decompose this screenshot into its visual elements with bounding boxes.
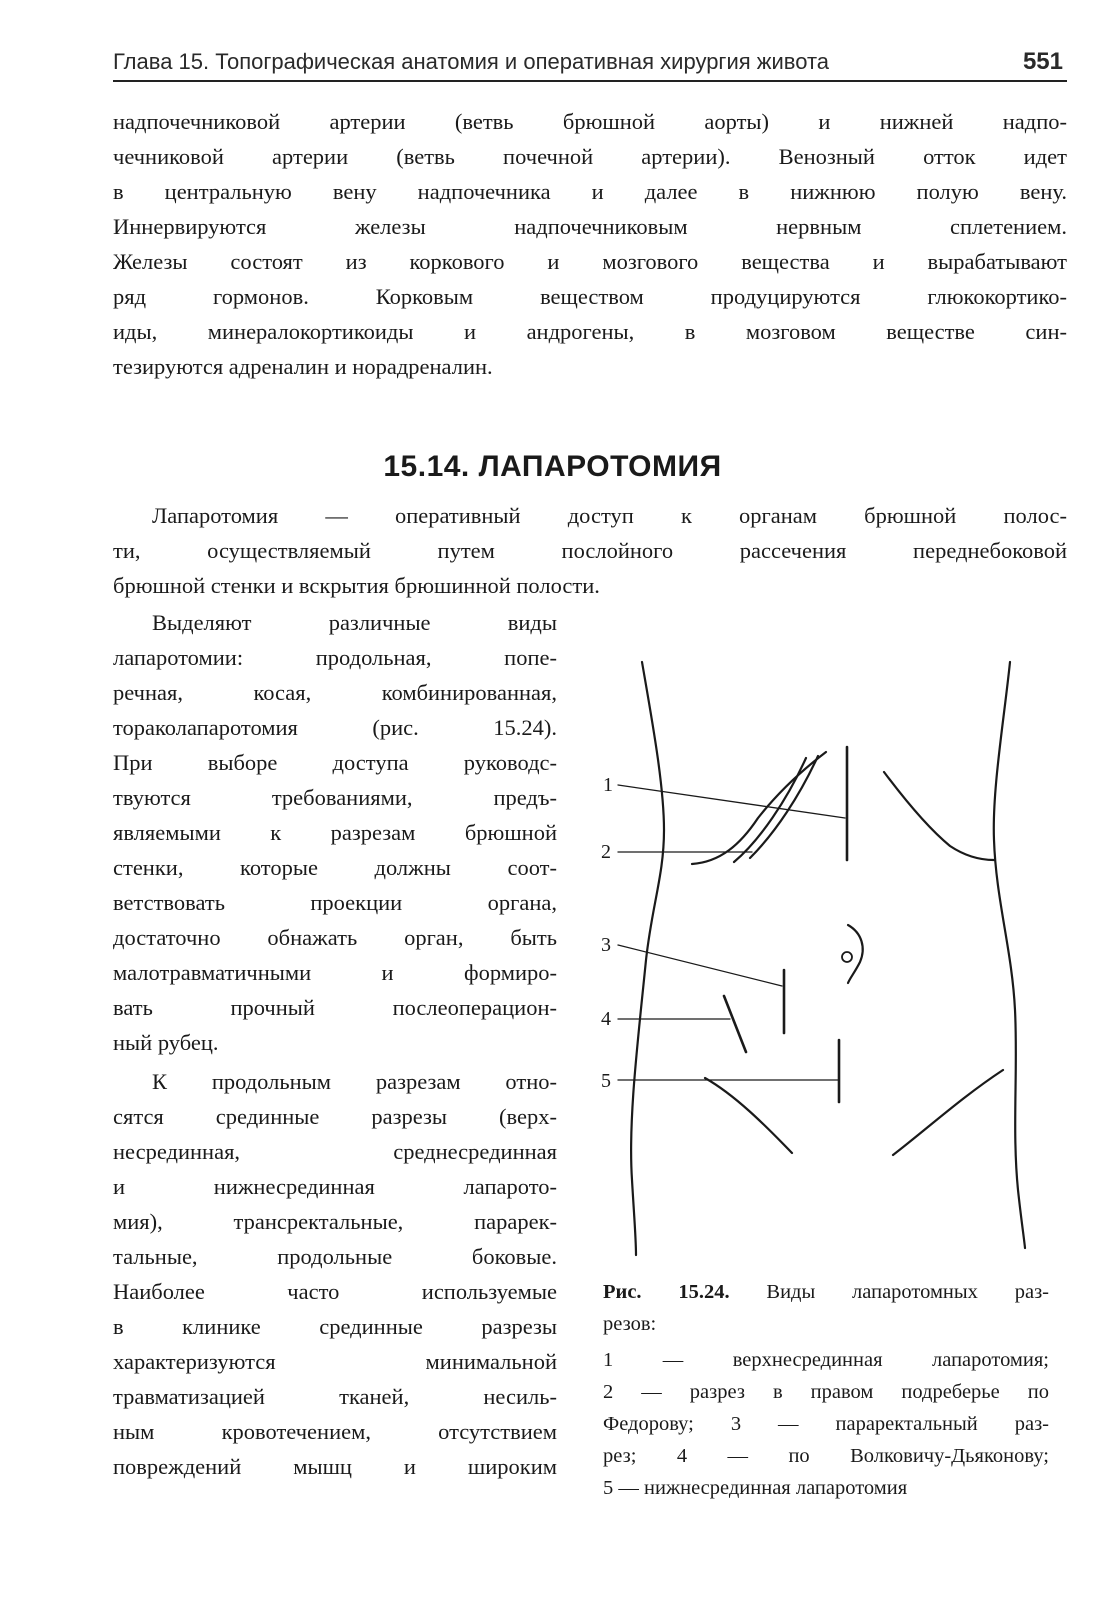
text-line: стенки, которые должны соот- — [113, 855, 557, 880]
text-line: ный рубец. — [113, 1030, 219, 1055]
figure-label-5: 5 — [601, 1070, 611, 1092]
text-line: являемыми к разрезам брюшной — [113, 820, 557, 845]
text-line: малотравматичными и формиро- — [113, 960, 557, 985]
text-line: тезируются адреналин и норадреналин. — [113, 354, 493, 379]
caption-figure-number: Рис. 15.24. — [603, 1281, 730, 1303]
text-line: При выборе доступа руководс- — [113, 750, 557, 775]
figure-label-3: 3 — [601, 934, 611, 956]
text-line: Иннервируются железы надпочечниковым нервным сплетением. — [113, 214, 1067, 239]
left-costal-arch — [884, 772, 994, 860]
text-line: К продольным разрезам отно- — [152, 1069, 557, 1094]
page-number: 551 — [1022, 48, 1063, 75]
text-line: в центральную вену надпочечника и далее в нижнюю полую вену. — [113, 179, 1067, 204]
text-line: Лапаротомия — оперативный доступ к органам брюшной полос- — [152, 503, 1067, 528]
left-inguinal-line — [893, 1070, 1003, 1155]
text-line: лапаротомии: продольная, попе- — [113, 645, 557, 670]
incision-4-volkovich — [724, 996, 746, 1052]
text-line: травматизацией тканей, несиль- — [113, 1384, 557, 1409]
text-line: достаточно обнажать орган, быть — [113, 925, 557, 950]
text-line: характеризуются минимальной — [113, 1349, 557, 1374]
caption-line: Федорову; 3 — параректальный раз- — [603, 1413, 1049, 1435]
torso-left-outline — [631, 662, 664, 1255]
text-line: мия), трансректальные, парарек- — [113, 1209, 557, 1234]
figure-label-4: 4 — [601, 1008, 611, 1030]
torso-right-outline — [994, 662, 1025, 1248]
text-line: речная, косая, комбинированная, — [113, 680, 557, 705]
text-line: Железы состоят из коркового и мозгового вещества и вырабатывают — [113, 249, 1067, 274]
text-line: ряд гормонов. Корковым веществом продуцируются глюкокортико- — [113, 284, 1067, 309]
caption-line: 5 — нижнесрединная лапаротомия — [603, 1477, 908, 1499]
caption-line: 2 — разрез в правом подреберье по — [603, 1381, 1049, 1403]
text-line: несрединная, среднесрединная — [113, 1139, 557, 1164]
section-title: 15.14. ЛАПАРОТОМИЯ — [383, 450, 722, 483]
right-inguinal-line — [705, 1078, 792, 1153]
figure-label-2: 2 — [601, 841, 611, 863]
laparotomy-figure — [600, 650, 1060, 1270]
text-line: повреждений мышц и широким — [113, 1454, 557, 1479]
text-line: брюшной стенки и вскрытия брюшинной полости. — [113, 573, 600, 598]
caption-line: резов: — [603, 1313, 657, 1335]
text-line: чечниковой артерии (ветвь почечной артерии). Венозный отток идет — [113, 144, 1067, 169]
text-line: тораколапаротомия (рис. 15.24). — [113, 715, 557, 740]
leader-line-3 — [618, 945, 782, 986]
text-line: сятся срединные разрезы (верх- — [113, 1104, 557, 1129]
text-line: ти, осуществляемый путем послойного рассечения переднебоковой — [113, 538, 1067, 563]
caption-line: 1 — верхнесрединная лапаротомия; — [603, 1349, 1049, 1371]
text-line: Выделяют различные виды — [152, 610, 557, 635]
caption-line — [603, 1278, 1049, 1306]
text-line: твуются требованиями, предъ- — [113, 785, 557, 810]
chapter-title: Глава 15. Топографическая анатомия и оперативная хирургия живота — [113, 49, 830, 74]
text-line: надпочечниковой артерии (ветвь брюшной аорты) и нижней надпо- — [113, 109, 1067, 134]
text-line: тальные, продольные боковые. — [113, 1244, 557, 1269]
text-line: Наиболее часто используемые — [113, 1279, 557, 1304]
caption-line: рез; 4 — по Волковичу-Дьяконову; — [603, 1445, 1049, 1467]
text-line: ветствовать проекции органа, — [113, 890, 557, 915]
text-line: и нижнесрединная лапарото- — [113, 1174, 557, 1199]
navel-center — [842, 952, 852, 962]
text-line: ным кровотечением, отсутствием — [113, 1419, 557, 1444]
caption-title: Виды лапаротомных раз- — [729, 1281, 1049, 1303]
figure-label-1: 1 — [603, 774, 613, 796]
leader-line-1 — [618, 785, 845, 818]
running-head — [113, 44, 1067, 82]
text-line: в клинике срединные разрезы — [113, 1314, 557, 1339]
incision-2-fedorov — [734, 756, 818, 862]
text-line: иды, минералокортикоиды и андрогены, в мозговом веществе син- — [113, 319, 1067, 344]
text-line: вать прочный послеоперацион- — [113, 995, 557, 1020]
